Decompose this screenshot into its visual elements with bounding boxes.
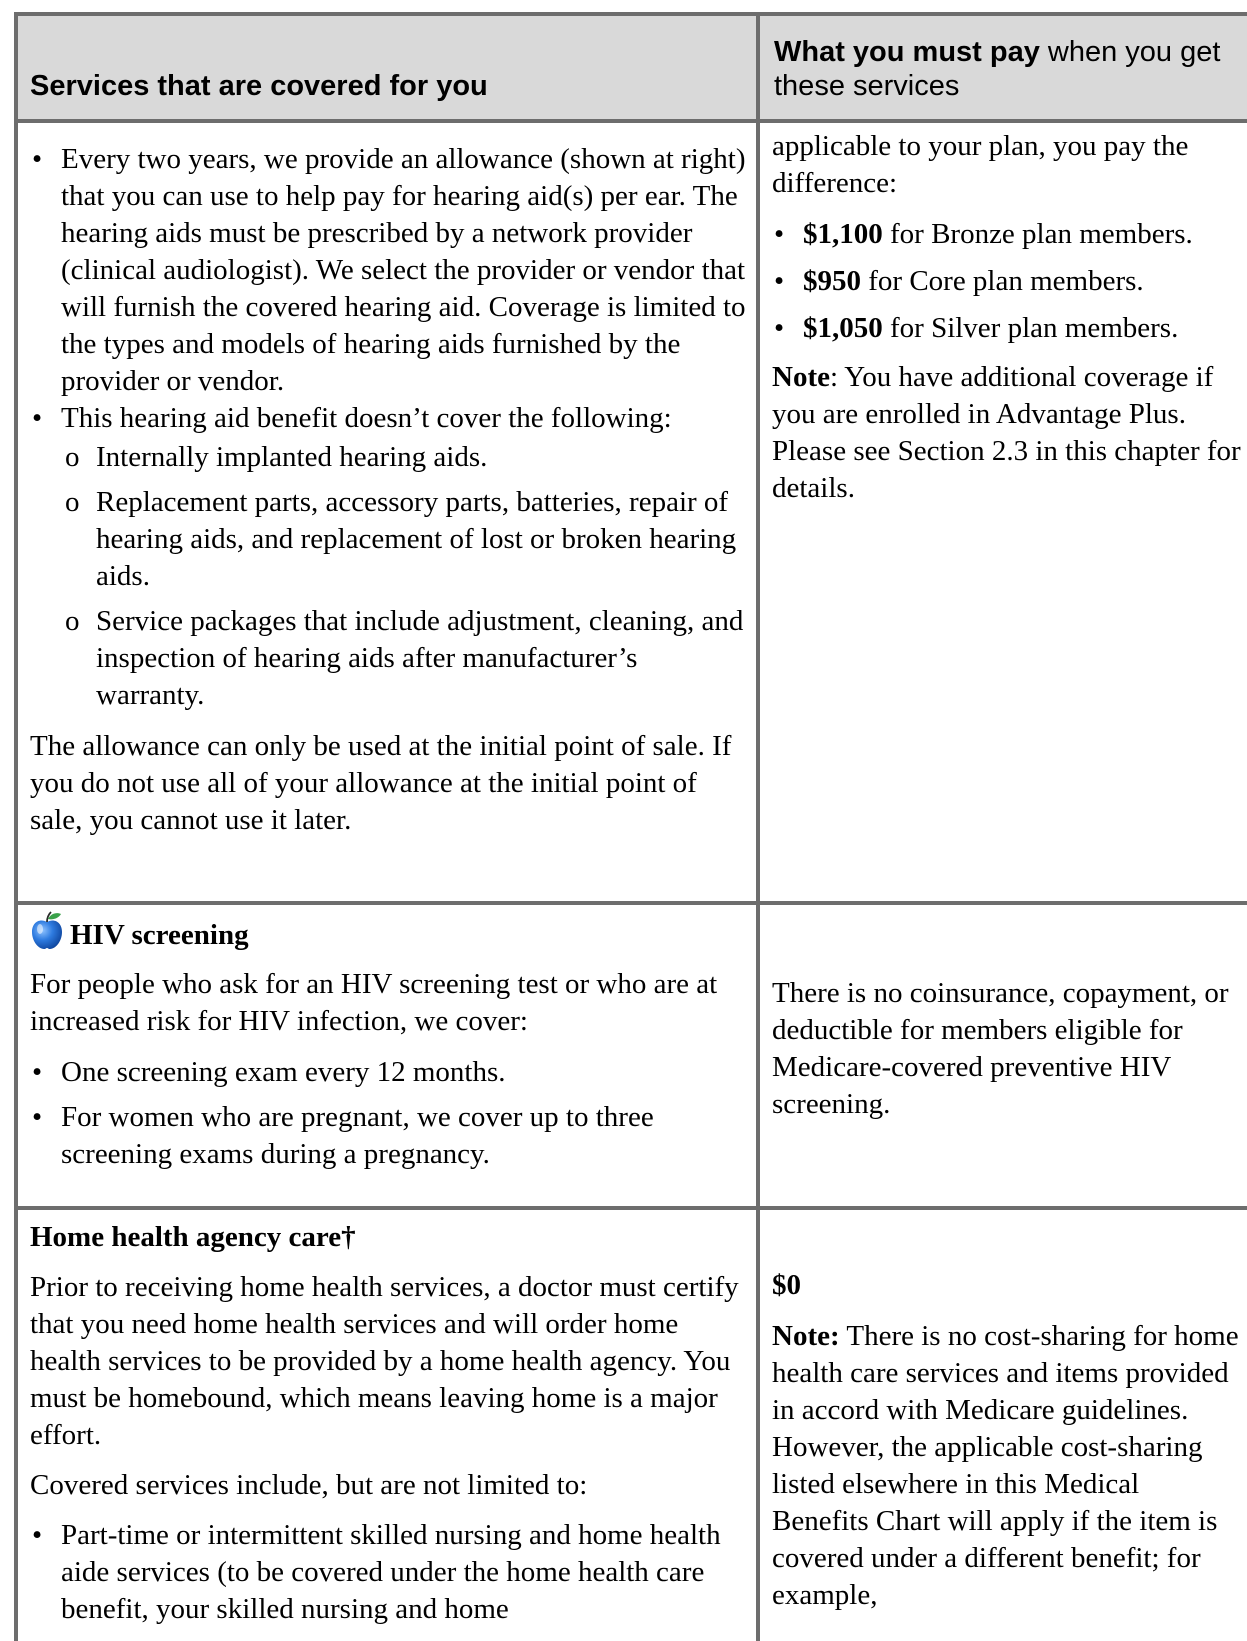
hiv-screening-title [30, 910, 746, 954]
list-item: • Every two years, we provide an allowance (shown at right) that you can use to help pay for hearing aid(s) per ear. The hearing aids must be prescribed by a network provider (clinical audiologist). We select the provider or vendor that will furnish the covered hearing aid. Coverage is limited to the types and models of hearing aids furnished by the provider or vendor. [30, 141, 746, 400]
hiv-cost-text: There is no coinsurance, copayment, or deductible for members eligible for Medicare-covered preventive HIV screening. [772, 977, 1229, 1120]
allowance-note: The allowance can only be used at the initial point of sale. If you do not use all of your allowance at the initial point of sale, you cannot use it later. [30, 730, 732, 836]
list-item [772, 216, 1242, 253]
home-health-cell [30, 1219, 746, 1628]
hearing-aid-services-cell [30, 141, 746, 839]
allowance-amount: $1,100 [803, 218, 883, 250]
home-health-para-1: Prior to receiving home health services, a doctor must certify that you need home health services and will order home health services to be provided by a home health agency. You must be homebound, which means leaving home is a major effort. [30, 1271, 739, 1451]
plan-allowances [772, 216, 1242, 347]
home-health-bullets [30, 1517, 746, 1628]
hiv-cost-cell [772, 975, 1242, 1123]
header-rule [18, 119, 1247, 123]
allowance-plan: for Silver plan members. [882, 312, 1179, 344]
note-text: There is no cost-sharing for home health care services and items provided in accord with Medicare guidelines. However, the applicable cost-sharing listed elsewhere in this Medical Benefits Chart will apply if the item is covered under a different benefit; for example, [772, 1320, 1239, 1611]
list-item [772, 310, 1242, 347]
list-item: • This hearing aid benefit doesn’t cover the following: [30, 400, 746, 437]
allowance-plan: for Bronze plan members. [882, 218, 1193, 250]
hiv-title-text: HIV screening [70, 919, 249, 951]
allowance-plan: for Core plan members. [861, 265, 1144, 297]
home-health-note [772, 1318, 1242, 1614]
note-label: Note [772, 361, 830, 393]
apple-icon [30, 910, 64, 950]
hiv-bullets [30, 1054, 746, 1173]
list-item: o Replacement parts, accessory parts, batteries, repair of hearing aids, and replacement of lost or broken hearing aids. [63, 484, 746, 595]
row-divider-2 [18, 1206, 1247, 1210]
exclusions-list [63, 439, 746, 714]
home-health-amount: $0 [772, 1269, 801, 1301]
header-pay-bold: What you must pay [774, 36, 1040, 68]
column-divider [756, 16, 760, 1641]
allowance-amount: $1,050 [803, 312, 883, 344]
header-services: Services that are covered for you [30, 70, 488, 102]
list-item: • Part-time or intermittent skilled nursing and home health aide services (to be covered under the home health care benefit, your skilled nursing and home [30, 1517, 746, 1628]
row-divider-1 [18, 901, 1247, 905]
list-item: • One screening exam every 12 months. [30, 1054, 746, 1091]
allowance-amount: $950 [803, 265, 861, 297]
note-text: : You have additional coverage if you are enrolled in Advantage Plus. Please see Section 2.3 in this chapter for details. [772, 361, 1241, 504]
home-health-cost-cell [772, 1267, 1242, 1614]
list-item [772, 263, 1242, 300]
hearing-aid-bullets [30, 141, 746, 437]
hiv-screening-cell [30, 910, 746, 1173]
header-what-you-pay [774, 35, 1247, 103]
home-health-para-2: Covered services include, but are not limited to: [30, 1469, 588, 1501]
list-item: o Internally implanted hearing aids. [63, 439, 746, 476]
hearing-aid-cost-cell [772, 128, 1242, 507]
list-item: o Service packages that include adjustment, cleaning, and inspection of hearing aids after manufacturer’s warranty. [63, 603, 746, 714]
note-label: Note: [772, 1320, 840, 1352]
list-item: • For women who are pregnant, we cover up to three screening exams during a pregnancy. [30, 1099, 746, 1173]
cost-intro: applicable to your plan, you pay the difference: [772, 130, 1189, 199]
hiv-intro: For people who ask for an HIV screening test or who are at increased risk for HIV infection, we cover: [30, 968, 718, 1037]
advantage-plus-note [772, 359, 1242, 507]
header-pay-rest: when you get these services [774, 36, 1221, 102]
home-health-title: Home health agency care† [30, 1221, 356, 1253]
